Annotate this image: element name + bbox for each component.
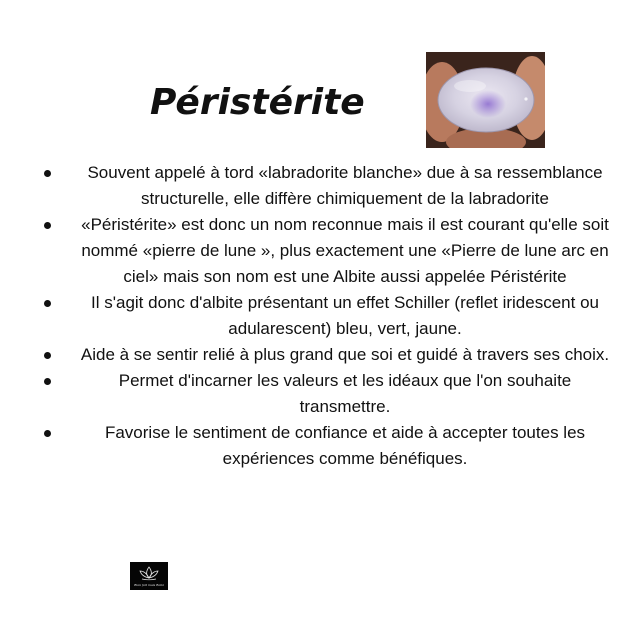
bullet-item: [40, 420, 610, 472]
peristerite-stone-photo: [426, 52, 545, 148]
bullet-dot-icon: [44, 352, 51, 359]
bullet-dot-icon: [44, 430, 51, 437]
bullet-dot-icon: [44, 378, 51, 385]
bullet-text: Il s'agit donc d'albite présentant un effet Schiller (reflet iridescent ou adularescent) bleu, vert, jaune.: [91, 293, 599, 338]
bullet-text: Permet d'incarner les valeurs et les idéaux que l'on souhaite transmettre.: [118, 371, 572, 416]
lotus-logo-icon: [130, 562, 168, 590]
page-title: Péristérite: [150, 82, 365, 123]
svg-text:Rien fait mais Reiki: Rien fait mais Reiki: [134, 583, 164, 587]
bullet-dot-icon: [44, 300, 51, 307]
bullet-item: [40, 368, 610, 420]
bullet-item: [40, 342, 610, 368]
bullet-text: Aide à se sentir relié à plus grand que soi et guidé à travers ses choix.: [80, 345, 610, 364]
bullet-text: «Péristérite» est donc un nom reconnue mais il est courant qu'elle soit nommé «pierre de lune », plus exactement une «Pierre de lune arc en ciel» mais son nom est une Albite aussi appelée Péristérite: [81, 215, 609, 286]
bullet-item: [40, 212, 610, 290]
brand-logo: [130, 562, 168, 590]
bullet-text: Souvent appelé à tord «labradorite blanche» due à sa ressemblance structurelle, elle diffère chimiquement de la labradorite: [87, 163, 603, 208]
bullet-dot-icon: [44, 222, 51, 229]
bullet-list: [40, 160, 610, 472]
stone-photo: [426, 52, 545, 148]
bullet-dot-icon: [44, 170, 51, 177]
bullet-item: [40, 160, 610, 212]
bullet-item: [40, 290, 610, 342]
bullet-text: Favorise le sentiment de confiance et aide à accepter toutes les expériences comme bénéfiques.: [104, 423, 586, 468]
